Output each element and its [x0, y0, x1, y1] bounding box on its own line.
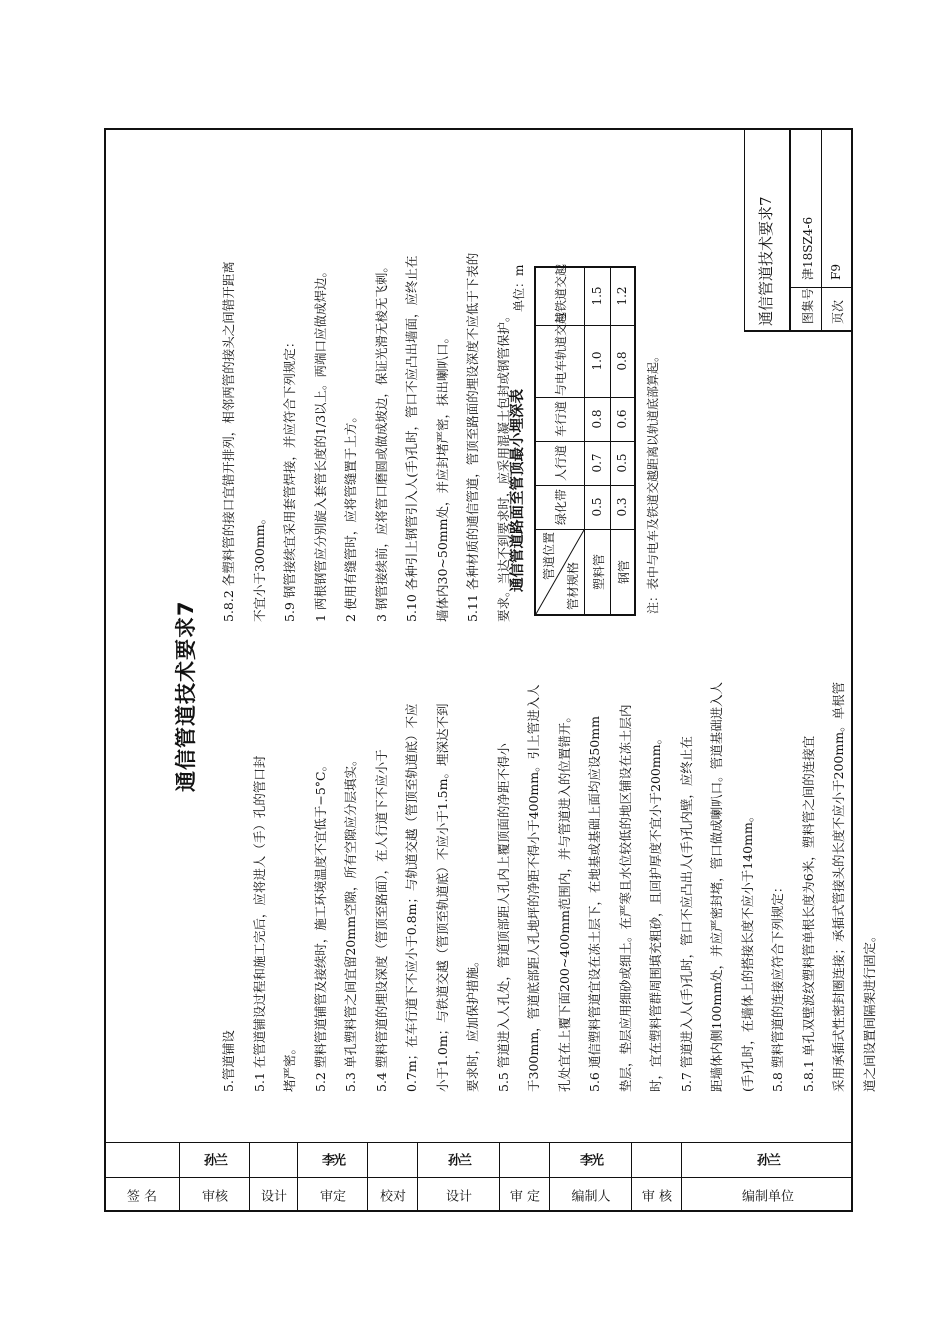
text-line: 5.8 塑料管道的连接应符合下列规定：: [770, 880, 785, 1092]
text-line: 5.10 各种引上钢管引入人(手)孔时，管口不应凸出墙面，应终止在: [404, 255, 419, 622]
text-line: 5.管道铺设: [221, 1030, 236, 1092]
text-line: 小于1.0m；与铁道交越（管顶至轨道底）不应小于1.5m。埋深达不到: [434, 703, 450, 1092]
text-line: 5.8.2 各塑料管的接口宜错开排列，相邻两管的接头之间错开距离: [221, 261, 236, 622]
table-cell: 0.5: [590, 497, 604, 517]
table-cell: 0.6: [615, 409, 629, 429]
approval-label: 设计: [445, 1189, 472, 1205]
approval-cell: [180, 1142, 250, 1212]
table-header: 绿化带: [554, 489, 568, 526]
signature: 李光: [579, 1154, 602, 1169]
text-line: 时，宜在塑料管群周围填充粗砂，且回护厚度不宜小于200mm。: [648, 731, 663, 1092]
table-header: 与电车轨道交越: [554, 311, 568, 396]
text-line: 5.6 通信塑料管道宜设在冻土层下，在地基或基础上面均应设50mm: [587, 716, 602, 1092]
text-line: 距墙体内侧100mm处，并应严密封堵，管口做成喇叭口。管道基础进入人: [709, 681, 724, 1092]
table-header: 车行道: [554, 401, 568, 438]
drawing-title: 通信管道技术要求7: [757, 196, 775, 326]
text-line: 墙体内30~50mm处，并应封堵严密，抹出喇叭口。: [434, 331, 450, 622]
approval-cell: [104, 1142, 180, 1212]
text-line: 5.5 管道进入人孔处，管道顶部距人孔内上覆顶面的净距不得小: [495, 743, 511, 1092]
approval-cell: [682, 1142, 853, 1212]
text-line: 2 使用有缝管时，应将管缝置于上方。: [343, 410, 358, 622]
signature: 孙兰: [203, 1154, 226, 1169]
approval-cell: [368, 1142, 418, 1212]
table-title: 通信管道路面至管顶最小埋深表: [510, 389, 526, 592]
text-line: 要求。当达不到要求时，应采用混凝土包封或钢管保护。: [495, 309, 511, 622]
signature: 李光: [321, 1154, 344, 1169]
table-row-label: 钢管: [617, 560, 631, 585]
table-header: 与铁道交越: [554, 263, 568, 324]
page-title: 通信管道技术要求7: [174, 600, 198, 792]
text-line: 5.8.1 单孔双壁波纹塑料管单根长度为6米，塑料管之间的连接宜: [800, 735, 816, 1092]
approval-label: 编制单位: [741, 1189, 794, 1205]
text-line: 5.2 塑料管道铺管及接续时，施工环境温度不宜低于−5°C。: [312, 758, 328, 1092]
text-line: 不宜小于300mm。: [251, 511, 267, 622]
approval-label: 签 名: [126, 1189, 157, 1205]
text-line: 道之间设置间隔架进行固定。: [861, 929, 877, 1092]
atlas-label: 图集号: [801, 287, 815, 324]
text-line: 0.7m；在车行道下不应小于0.8m；与轨道交越（管顶至轨道底）不应: [404, 703, 419, 1092]
table-cell: 1.0: [590, 351, 604, 371]
approval-label: 编制人: [570, 1189, 611, 1205]
table-cell: 0.5: [615, 453, 629, 473]
approval-cell: [250, 1142, 298, 1212]
table-cell: 0.3: [615, 497, 629, 517]
approval-label: 校对: [379, 1189, 406, 1205]
text-line: 5.9 钢管接续宜采用套管焊接，并应符合下列规定：: [282, 335, 297, 622]
depth-table: [534, 263, 636, 616]
text-line: 于300mm，管道底部距人孔地坪的净距不得小于400mm。引上管进入人: [526, 684, 541, 1092]
approval-label: 审定: [319, 1189, 346, 1205]
text-line: 堵严密。: [282, 1041, 297, 1092]
left-text-column: [214, 682, 885, 1092]
table-cell: 1.5: [590, 286, 604, 306]
approval-label: 审核: [201, 1189, 228, 1205]
table-row-label: 塑料管: [592, 554, 606, 591]
right-text-column: [214, 253, 519, 622]
approval-cell: [550, 1142, 632, 1212]
approval-cell: [500, 1142, 550, 1212]
table-cell: 0.8: [590, 409, 604, 429]
approval-cell: [298, 1142, 368, 1212]
title-block: [757, 128, 853, 332]
approval-strip: [104, 1142, 853, 1212]
signature: 孙兰: [756, 1154, 779, 1169]
approval-cell: [418, 1142, 500, 1212]
table-note: 注：表中与电车及铁道交越距离以轨道底部算起。: [646, 349, 660, 614]
approval-label: 审 核: [641, 1189, 672, 1205]
text-line: 5.11 各种材质的通信管道，管顶至路面的埋设深度不应低于下表的: [465, 252, 480, 622]
rotated-sheet: [104, 128, 877, 1212]
atlas-value: 津18SZ4-6: [801, 216, 815, 280]
text-line: 5.7 管道进入人(手)孔时，管口不应凸出人(手)孔内壁，应终止在: [678, 736, 694, 1092]
page-number: F9: [829, 264, 843, 280]
text-line: 5.1 在管道铺设过程和施工完后，应将进人（手）孔的管口封: [251, 755, 267, 1092]
table-corner-bottom: 管材规格: [566, 561, 580, 610]
table-corner-top: 管道位置: [542, 531, 556, 580]
text-line: 5.3 单孔塑料管之间宜留20mm空隙，所有空隙应分层填实。: [343, 753, 358, 1092]
table-cell: 0.7: [590, 453, 604, 473]
table-cell: 1.2: [615, 286, 629, 306]
signature: 孙兰: [447, 1154, 470, 1169]
approval-cell: [632, 1142, 682, 1212]
approval-label: 设计: [260, 1189, 287, 1205]
table-cell: 0.8: [615, 351, 629, 371]
page-label: 页次: [831, 299, 845, 324]
text-line: 1 两根钢管应分别旋入套管长度的1/3以上。两端口应做成焊边。: [312, 264, 328, 622]
text-line: 要求时，应加保护措施。: [465, 954, 480, 1092]
text-line: 3 钢管接续前，应将管口磨圆或做成坡边，保证光滑无棱无飞刺。: [373, 260, 389, 622]
table-header: 人行道: [554, 445, 568, 482]
text-line: 垫层，垫层应用细砂或细土。在严寒且水位较低的地区铺设在冻土层内: [617, 704, 633, 1092]
text-line: (手)孔时，在墙体上的搭接长度不应小于140mm。: [739, 809, 755, 1092]
table-unit: 单位：m: [512, 264, 526, 312]
text-line: 5.4 塑料管道的埋设深度（管顶至路面），在人行道下不应小于: [373, 749, 389, 1092]
text-line: 孔处宜在上覆下面200~400mm范围内，并与管道进入的位置错开。: [556, 710, 572, 1092]
text-line: 采用承插式性密封圈连接；承插式管接头的长度不应小于200mm。单根管: [831, 681, 846, 1092]
approval-label: 审 定: [509, 1189, 540, 1205]
